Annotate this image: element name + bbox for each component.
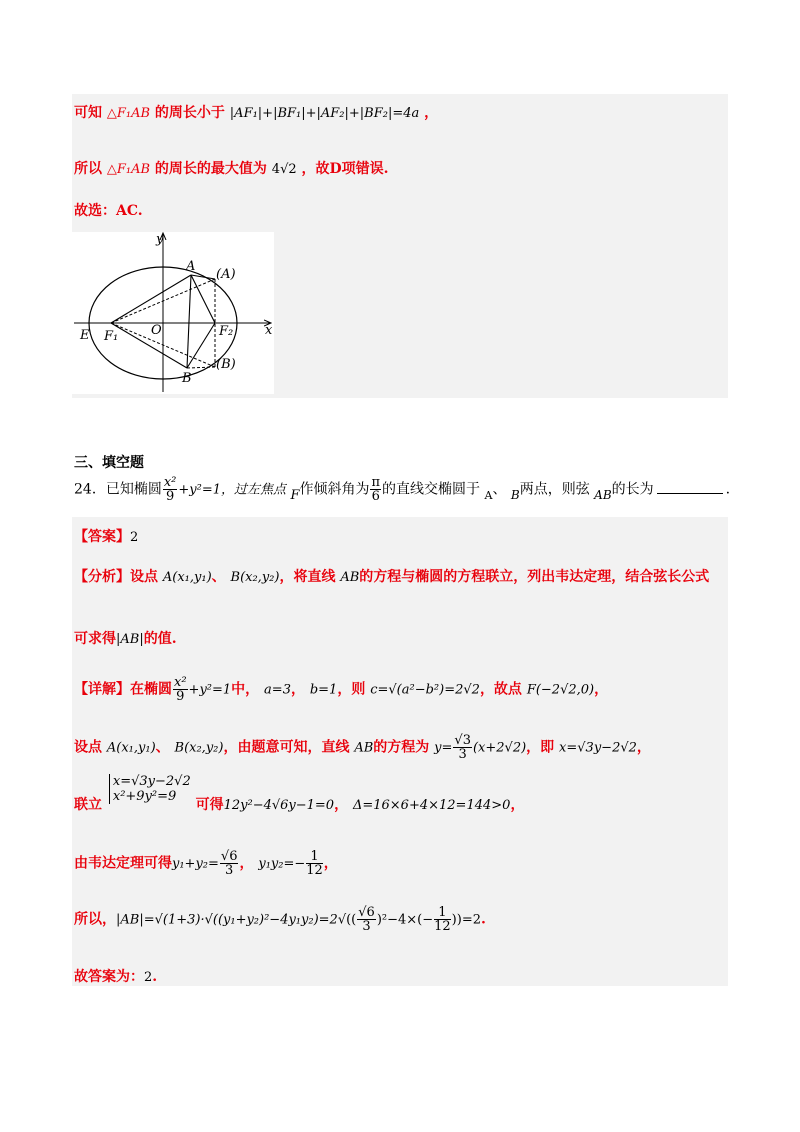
- label-f1: F₁: [104, 329, 119, 344]
- label-a-paren: (A): [216, 267, 236, 282]
- choice-line: 故选：AC.: [74, 203, 143, 219]
- answer-line: 【答案】2: [74, 529, 139, 545]
- label-o: O: [151, 323, 162, 338]
- label-b: B: [182, 371, 192, 386]
- label-f2: F₂: [219, 324, 234, 339]
- label-e: E: [80, 328, 90, 343]
- section-heading: 三、填空题: [74, 455, 144, 471]
- final-answer-line: 故答案为：2.: [74, 969, 158, 985]
- equation-system: x=√3y−2√2 x²+9y²=9: [109, 774, 191, 804]
- label-a: A: [186, 259, 196, 274]
- detail-line-2: 设点 A(x₁,y₁)、 B(x₂,y₂)，由题意可知，直线 AB的方程为 y= $\frac{√3}{3}$ (x+2√2)，即 x=√3y−2√2，: [74, 733, 651, 762]
- detail-line-5: 所以，|AB|=√(1+3)·√((y₁+y₂)²−4y₁y₂)=2√(( $\frac{√6}{3}$ )²−4×(− $\frac{1}{12}$ ))=2.: [74, 905, 486, 934]
- analysis-line-2: 可求得|AB|的值.: [74, 631, 177, 647]
- analysis-line-1: 【分析】设点 A(x₁,y₁)、 B(x₂,y₂)，将直线 AB的方程与椭圆的方程联立，列出韦达定理，结合弦长公式: [74, 569, 710, 585]
- detail-line-3: 联立 x=√3y−2√2 x²+9y²=9 可得12y²−4√6y−1=0， Δ=16×6+4×12=144>0，: [74, 774, 525, 813]
- max-perimeter-line: 所以 △F₁AB 的周长的最大值为 4√2 ，故D项错误.: [74, 161, 389, 177]
- question-24: 24．已知椭圆 $\frac{\text{x²}}{9}$ +y²=1，过左焦点 F作倾斜角为 $\frac{\pi}{6}$ 的直线交椭圆于 $_A$、 B两点，则弦 AB的长为 .: [74, 475, 731, 504]
- label-y: y: [156, 232, 164, 247]
- perimeter-expression: |AF₁|+|BF₁|+|AF₂|+|BF₂|=4a: [229, 106, 420, 121]
- detail-line-1: 【详解】在椭圆 $\frac{\text{x²}}{9}$ +y²=1中， a=3， b=1，则 c=√(a²−b²)=2√2，故点 F(−2√2,0)，: [74, 675, 609, 704]
- triangle-f1ab: △F₁AB: [106, 106, 151, 121]
- max-value: 4√2: [271, 162, 297, 177]
- detail-line-4: 由韦达定理可得y₁+y₂= $\frac{√6}{3}$ ， y₁y₂=− $\frac{1}{12}$ ，: [74, 849, 338, 878]
- triangle-f1ab: △F₁AB: [106, 162, 151, 177]
- perimeter-line: 可知 △F₁AB 的周长小于 |AF₁|+|BF₁|+|AF₂|+|BF₂|=4a ，: [74, 105, 439, 121]
- label-b-paren: (B): [216, 357, 236, 372]
- answer-value: 2: [130, 530, 139, 545]
- answer-blank: [657, 493, 723, 494]
- label-x: x: [265, 323, 273, 338]
- ellipse-figure: [72, 232, 274, 394]
